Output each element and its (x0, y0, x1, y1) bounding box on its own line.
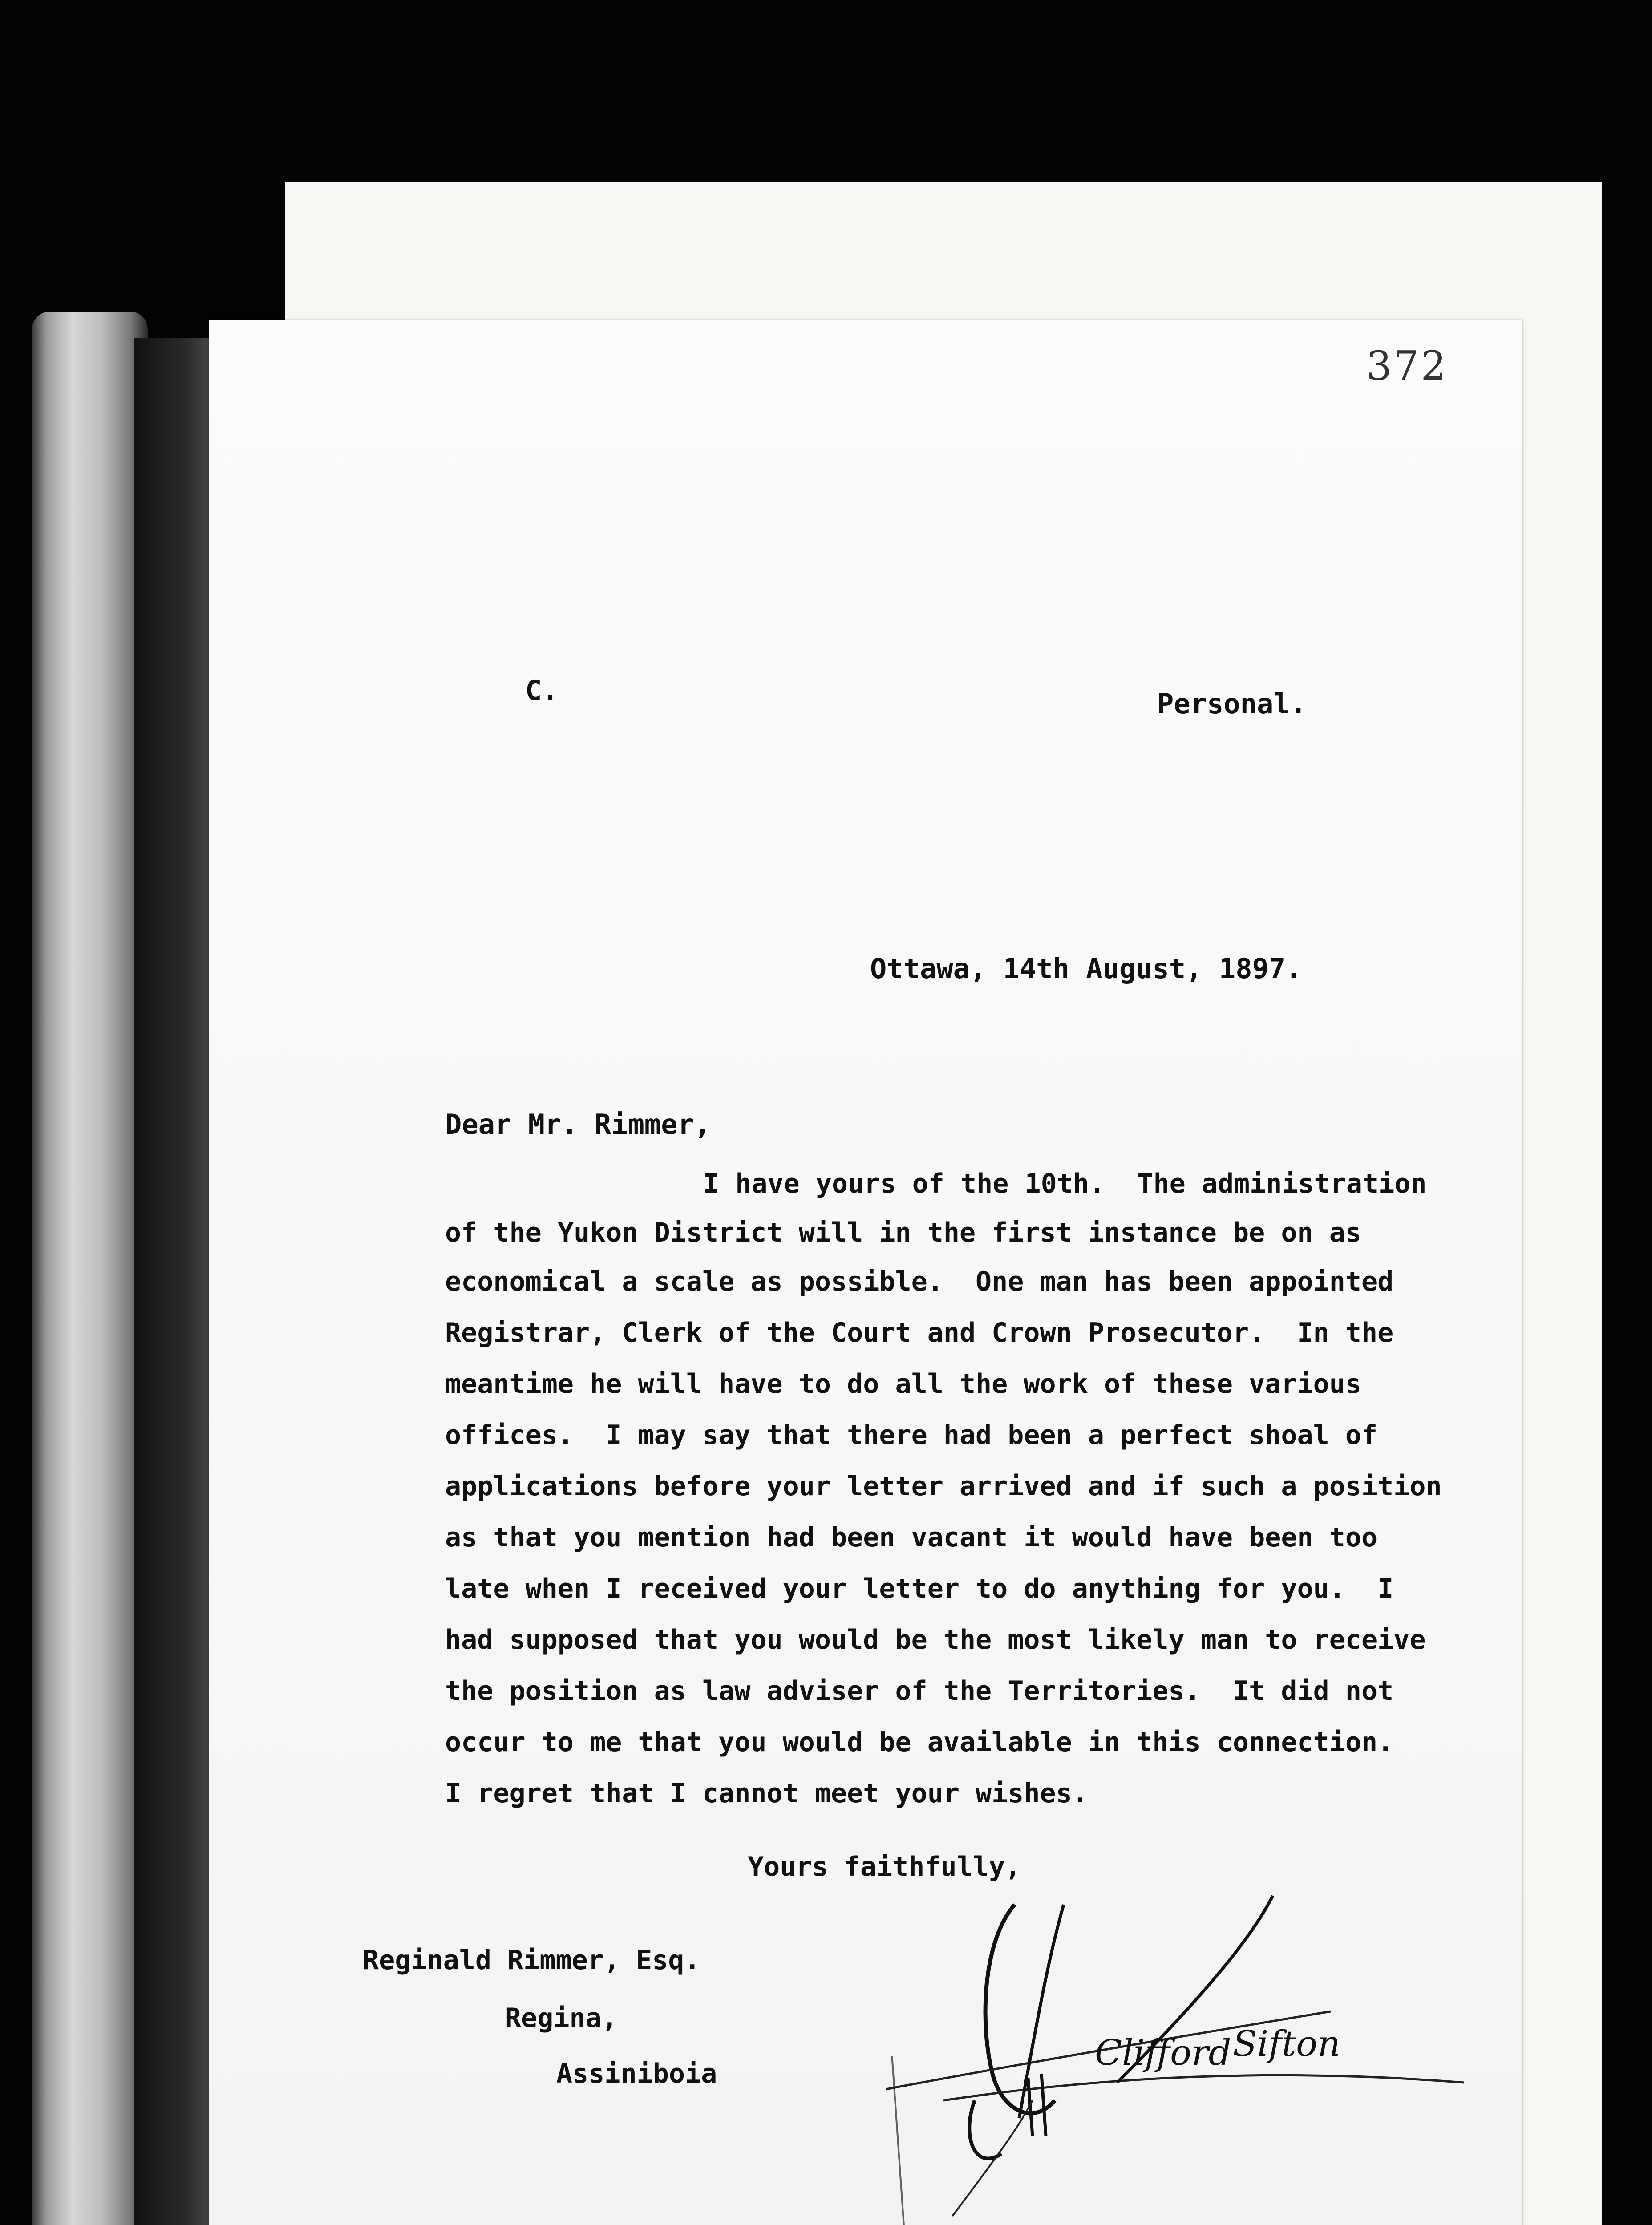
svg-text:Clifford: Clifford (1095, 2032, 1231, 2073)
page-number: 372 (1366, 343, 1448, 389)
handwritten-signature (886, 1887, 1473, 2225)
body-line: late when I received your letter to do anything for you. I (445, 1573, 1394, 1604)
body-line: meantime he will have to do all the work of these various (445, 1368, 1362, 1400)
body-line: had supposed that you would be the most likely man to receive (445, 1624, 1426, 1655)
addressee-name: Reginald Rimmer, Esq. (363, 1945, 700, 1976)
addressee-region: Assiniboia (556, 2058, 717, 2089)
body-line: of the Yukon District will in the first instance be on as (445, 1217, 1362, 1248)
body-line: applications before your letter arrived and if such a position (445, 1471, 1442, 1502)
body-line: economical a scale as possible. One man has been appointed (445, 1266, 1394, 1297)
personal-marking: Personal. (1157, 688, 1307, 720)
body-line: Registrar, Clerk of the Court and Crown Prosecutor. In the (445, 1317, 1394, 1348)
salutation: Dear Mr. Rimmer, (445, 1108, 711, 1141)
addressee-city: Regina, (505, 2002, 618, 2034)
body-line: I regret that I cannot meet your wishes. (445, 1778, 1088, 1809)
body-line: offices. I may say that there had been a perfect shoal of (445, 1420, 1378, 1451)
svg-text:Sifton: Sifton (1233, 2023, 1340, 2064)
body-line: as that you mention had been vacant it would have been too (445, 1522, 1378, 1553)
reference-mark: C. (525, 674, 559, 707)
closing: Yours faithfully, (748, 1851, 1021, 1882)
body-line: occur to me that you would be available in this connection. (445, 1727, 1394, 1758)
body-line: I have yours of the 10th. The administration (703, 1168, 1427, 1199)
dateline: Ottawa, 14th August, 1897. (870, 952, 1302, 985)
body-line: the position as law adviser of the Territories. It did not (445, 1675, 1394, 1707)
rolled-paper-edge (32, 312, 148, 2225)
